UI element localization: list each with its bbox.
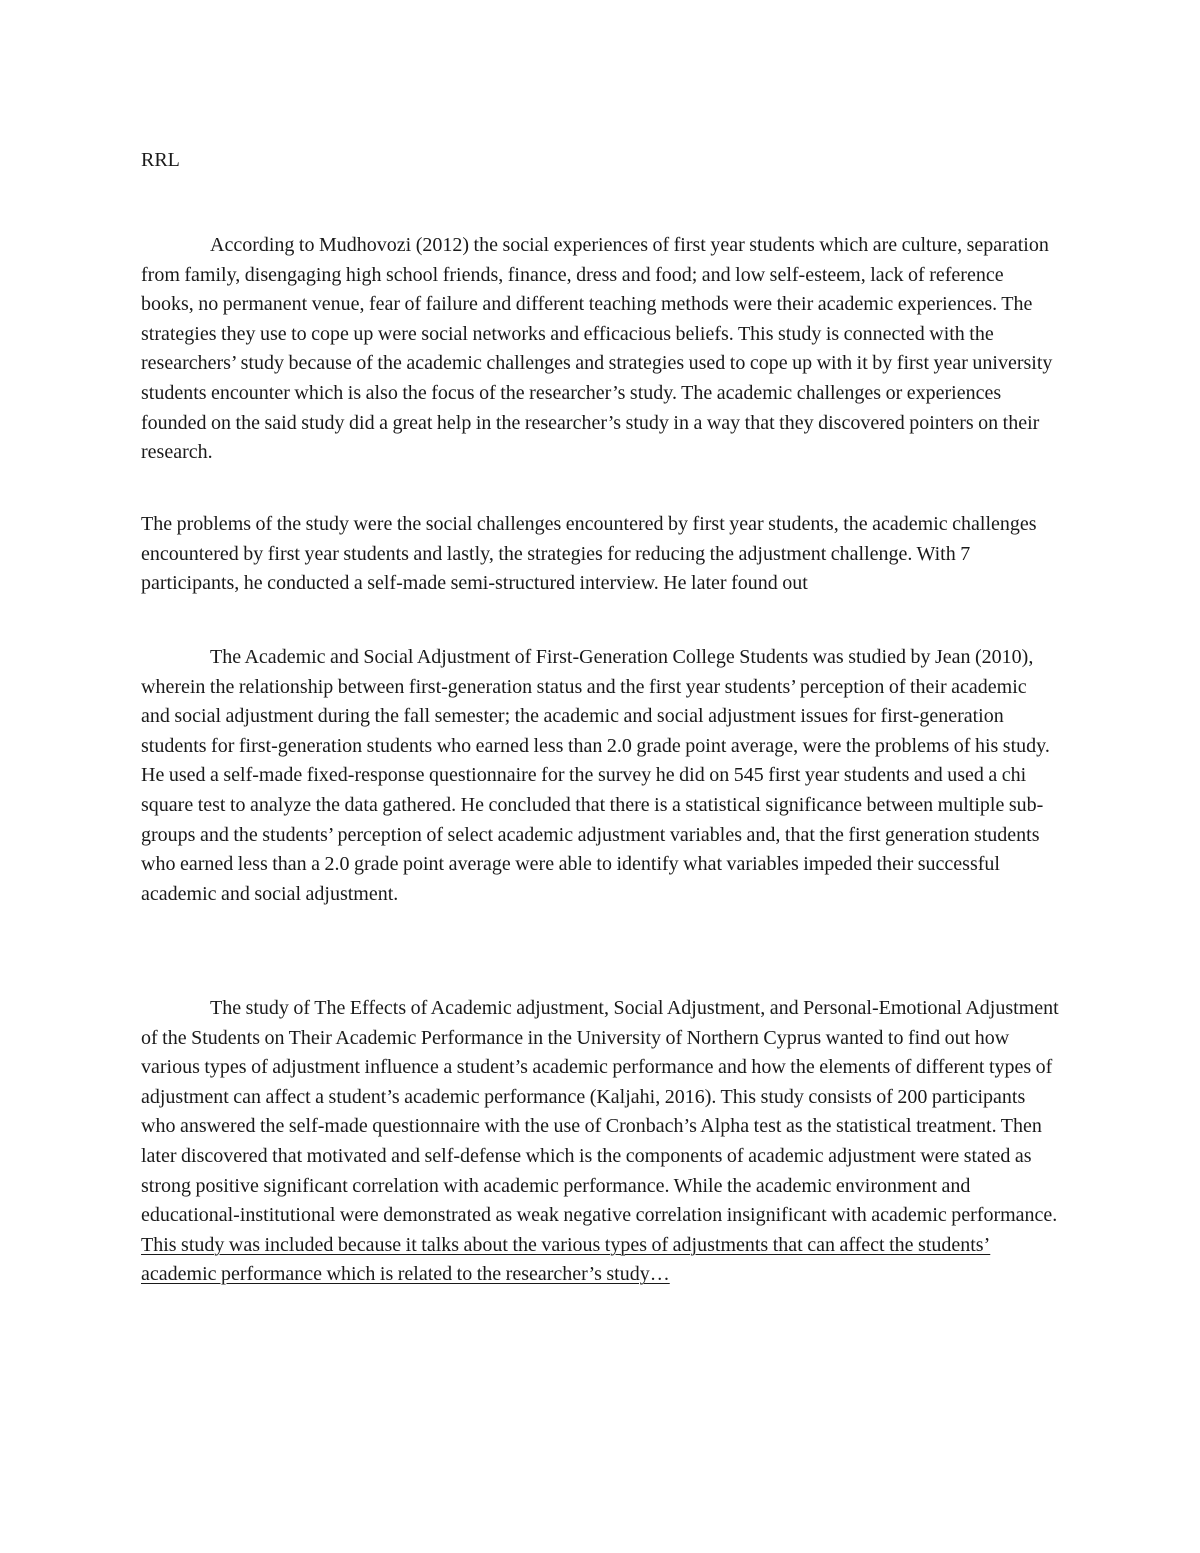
paragraph-mudhovozi: According to Mudhovozi (2012) the social experiences of first year students which are culture, separation from family, disengaging high school friends, finance, dress and food; and low self-esteem, lack of reference books, no permanent venue, fear of failure and different teaching methods were their academic experiences. The strategies they use to cope up were social networks and efficacious beliefs. This study is connected with the researchers’ study because of the academic challenges and strategies used to cope up with it by first year university students encounter which is also the focus of the researcher’s study. The academic challenges or experiences founded on the said study did a great help in the researcher’s study in a way that they discovered pointers on their research. [141,234,1053,464]
paragraph-kaljahi-underlined-note: This study was included because it talks about the various types of adjustments that can affect the students’ academic performance which is related to the researcher’s study… [141,1233,991,1286]
paragraph-kaljahi [141,994,1059,1290]
document-heading: RRL [141,149,180,171]
paragraph-problems: The problems of the study were the social challenges encountered by first year students, the academic challenges encountered by first year students and lastly, the strategies for reducing the adjustment challenge. With 7 participants, he conducted a self-made semi-structured interview. He later found out [141,513,1037,595]
paragraph-kaljahi-body: The study of The Effects of Academic adjustment, Social Adjustment, and Personal-Emotional Adjustment of the Students on Their Academic Performance in the University of Northern Cyprus wanted to find out how various types of adjustment influence a student’s academic performance and how the elements of different types of adjustment can affect a student’s academic performance (Kaljahi, 2016). This study consists of 200 participants who answered the self-made questionnaire with the use of Cronbach’s Alpha test as the statistical treatment. Then later discovered that motivated and self-defense which is the components of academic adjustment were stated as strong positive significant correlation with academic performance. While the academic environment and educational-institutional were demonstrated as weak negative correlation insignificant with academic performance. [141,997,1059,1227]
paragraph-jean: The Academic and Social Adjustment of First-Generation College Students was studied by Jean (2010), wherein the relationship between first-generation status and the first year students’ perception of their academic and social adjustment during the fall semester; the academic and social adjustment issues for first-generation students for first-generation students who earned less than 2.0 grade point average, were the problems of his study. He used a self-made fixed-response questionnaire for the survey he did on 545 first year students and used a chi square test to analyze the data gathered. He concluded that there is a statistical significance between multiple sub-groups and the students’ perception of select academic adjustment variables and, that the first generation students who earned less than a 2.0 grade point average were able to identify what variables impeded their successful academic and social adjustment. [141,646,1050,905]
